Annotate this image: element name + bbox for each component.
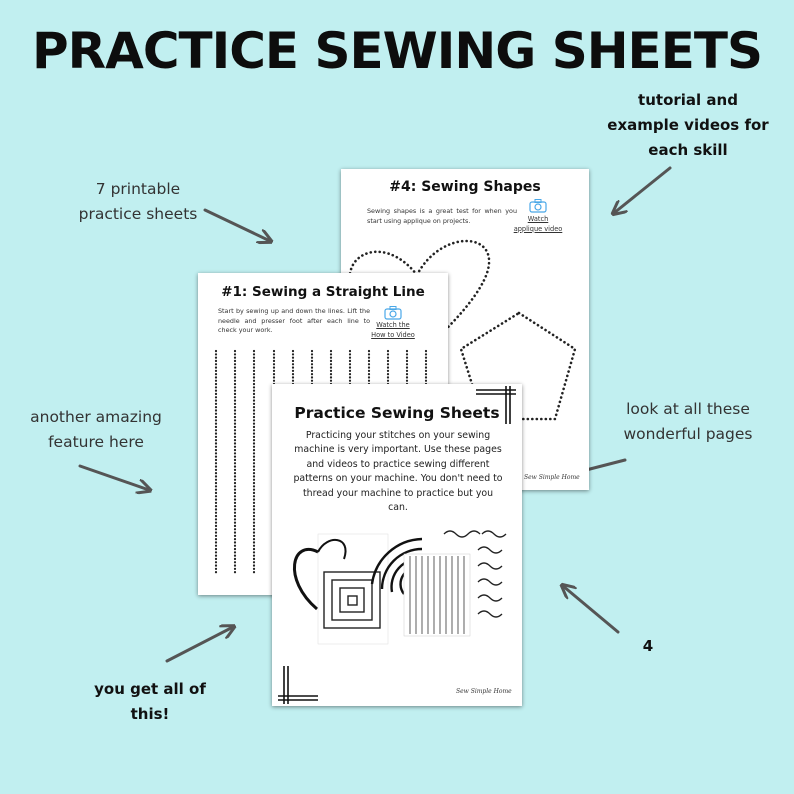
shapes-brand-logo: Sew Simple Home (524, 474, 580, 481)
cover-brand-logo: Sew Simple Home (456, 688, 512, 695)
cover-preview-collage (272, 384, 522, 706)
shapes-video-link[interactable]: Watch applique video (513, 215, 563, 233)
page-title: PRACTICE SEWING SHEETS (31, 22, 762, 80)
sheet-cover (272, 384, 522, 706)
arrow-top-right-icon (614, 168, 670, 213)
callout-wonderful-pages: look at all these wonderful pages (623, 400, 753, 443)
sheet-shapes-description: Sewing shapes is a great test for when you start using applique on projects. (367, 207, 517, 225)
arrow-bottom-left-icon (167, 627, 233, 661)
cover-body-text: Practicing your stitches on your sewing machine is very important. Use these pages and videos to practice sewing different patterns on your machine. You don't need to thread your machine to practice but you can. (293, 430, 503, 514)
callout-number: 4 (642, 637, 654, 655)
callout-video-tutorials: tutorial and example videos for each skill (607, 91, 769, 159)
cover-title: Practice Sewing Sheets (294, 404, 500, 422)
sheet-straight-description: Start by sewing up and down the lines. Lift the needle and presser foot after each line to check your work. (218, 307, 370, 335)
callout-get-all: you get all of this! (94, 680, 206, 723)
arrow-bottom-right-icon (563, 586, 618, 632)
straight-video-link[interactable]: Watch the How to Video (371, 321, 415, 339)
callout-amazing-feature: another amazing feature here (30, 408, 162, 451)
arrow-mid-left-icon (80, 466, 149, 490)
callout-printable-sheets: 7 printable practice sheets (78, 180, 198, 223)
sheet-shapes-title: #4: Sewing Shapes (389, 179, 541, 195)
sheet-straight-title: #1: Sewing a Straight Line (221, 284, 425, 300)
